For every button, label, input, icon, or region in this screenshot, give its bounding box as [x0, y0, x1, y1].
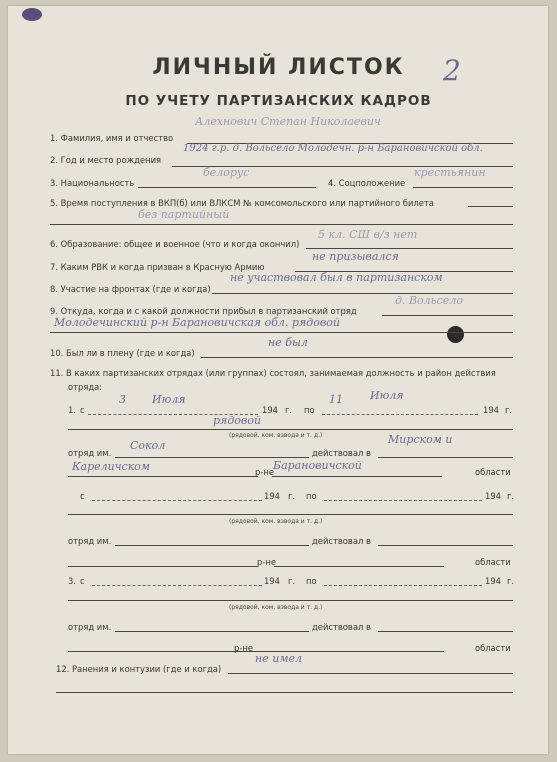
q10-label: 10. Был ли в плену (где и когда): [50, 348, 195, 358]
entry1-position-line: [68, 429, 513, 430]
entry3-region-label: области: [475, 643, 511, 653]
q4-label: 4. Соцположение: [328, 178, 406, 188]
q8-label: 8. Участие на фронтах (где и когда): [50, 284, 211, 294]
entry2-year: 194: [264, 491, 280, 501]
form-subtitle: ПО УЧЕТУ ПАРТИЗАНСКИХ КАДРОВ: [125, 93, 432, 109]
q2-answer: 1924 г.р. д. Вольсело Молодечн. р-н Барановичской обл.: [183, 143, 483, 154]
q7-answer: не призывался: [312, 250, 399, 263]
q6-answer: 5 кл. СШ в/з нет: [318, 228, 418, 241]
entry2-region-label: области: [475, 557, 511, 567]
q12-label: 12. Ранения и контузии (где и когда): [56, 664, 222, 674]
entry1-to: по: [304, 405, 315, 415]
entry3-from: с: [80, 576, 85, 586]
entry1-year: 194: [262, 405, 278, 415]
entry3-number: 3.: [68, 576, 76, 586]
entry2-from: с: [80, 491, 85, 501]
entry3-position-hint: (рядовой, ком. взвода и т. д.): [229, 604, 323, 611]
q5-line-b: [50, 224, 513, 225]
entry1-district-line: [272, 476, 442, 477]
q5-label: 5. Время поступления в ВКП(б) или ВЛКСМ № комсомольского или партийного билета: [50, 198, 434, 208]
entry2-operated-line: [378, 545, 513, 546]
entry1-to-line: [322, 414, 478, 415]
q5-line-a: [468, 206, 513, 207]
entry2-to: по: [306, 491, 317, 501]
entry1-year-suffix: г.: [285, 405, 293, 415]
entry1-district-label: р-не: [255, 467, 274, 477]
entry2-unit-line: [115, 545, 309, 546]
q12-line-b: [56, 692, 513, 693]
entry1-day: 3: [119, 393, 126, 406]
entry1-unit-line: [115, 457, 309, 458]
entry2-to-line: [324, 500, 482, 501]
entry2-area-line: [68, 566, 258, 567]
q5-answer: без партийный: [138, 208, 230, 221]
entry1-position-hint: (рядовой, ком. взвода и т. д.): [229, 432, 323, 439]
q9-line-b: [50, 332, 513, 333]
entry3-position-line: [68, 600, 513, 601]
entry2-year-suffix: г.: [288, 491, 296, 501]
form-title: ЛИЧНЫЙ ЛИСТОК: [152, 55, 405, 80]
entry3-year-suffix: г.: [288, 576, 296, 586]
entry1-area1: Мирском и: [388, 433, 453, 446]
entry3-year2: 194: [485, 576, 501, 586]
entry2-year2: 194: [485, 491, 501, 501]
q10-answer: не был: [268, 336, 308, 349]
entry1-area-line: [68, 476, 258, 477]
entry3-to-line: [324, 585, 482, 586]
entry2-position-line: [68, 514, 513, 515]
entry1-operated-line: [378, 457, 513, 458]
entry1-year2-suffix: г.: [505, 405, 513, 415]
q8-answer: не участвовал был в партизанском: [230, 271, 443, 284]
entry1-position: рядовой: [213, 414, 262, 427]
entry1-month2: Июля: [370, 389, 404, 402]
q3-line: [138, 187, 316, 188]
entry1-region-label: области: [475, 467, 511, 477]
entry1-year2: 194: [483, 405, 499, 415]
q9-answer-a: д. Вольсело: [395, 294, 463, 307]
q1-label: 1. Фамилия, имя и отчество: [50, 133, 174, 143]
q12-answer: не имел: [255, 652, 302, 665]
entry3-to: по: [306, 576, 317, 586]
q7-label: 7. Каким РВК и когда призван в Красную Армию: [50, 262, 265, 272]
entry1-unit: Сокол: [130, 439, 166, 452]
entry3-year: 194: [264, 576, 280, 586]
entry1-unit-label: отряд им.: [68, 448, 112, 458]
entry3-year2-suffix: г.: [507, 576, 515, 586]
q1-answer: Алехнович Степан Николаевич: [195, 115, 381, 128]
punch-hole: [447, 326, 464, 343]
entry3-unit-label: отряд им.: [68, 622, 112, 632]
entry1-operated-label: действовал в: [312, 448, 371, 458]
entry1-number: 1.: [68, 405, 76, 415]
q6-line: [306, 248, 513, 249]
q3-answer: белорус: [203, 166, 250, 179]
entry2-year2-suffix: г.: [507, 491, 515, 501]
q11-label-cont: отряда:: [68, 382, 103, 392]
ink-stain: [22, 8, 42, 21]
q4-answer: крестьянин: [414, 166, 486, 179]
entry3-unit-line: [115, 631, 309, 632]
entry1-day2: 11: [329, 393, 343, 406]
entry2-unit-label: отряд им.: [68, 536, 112, 546]
entry2-operated-label: действовал в: [312, 536, 371, 546]
q9-line-a: [382, 315, 513, 316]
q8-line: [212, 293, 513, 294]
q12-line: [228, 673, 513, 674]
q2-label: 2. Год и место рождения: [50, 155, 162, 165]
entry2-district-label: р-не: [257, 557, 276, 567]
entry2-district-line: [274, 566, 444, 567]
page-number: 2: [443, 54, 461, 87]
entry3-area-line: [68, 651, 258, 652]
q11-label: 11. В каких партизанских отрядах (или группах) состоял, занимаемая должность и район действия: [50, 368, 496, 378]
q10-line: [201, 357, 513, 358]
entry3-operated-label: действовал в: [312, 622, 371, 632]
q9-answer-b: Молодечинский р-н Барановичская обл. рядовой: [54, 316, 340, 329]
entry1-from: с: [80, 405, 85, 415]
entry3-district-label: р-не: [234, 643, 253, 653]
q9-label: 9. Откуда, когда и с какой должности прибыл в партизанский отряд: [50, 306, 357, 316]
entry2-from-line: [92, 500, 262, 501]
entry1-district: Барановичской: [273, 459, 362, 472]
q4-line: [413, 187, 513, 188]
entry2-position-hint: (рядовой, ком. взвода и т. д.): [229, 518, 323, 525]
entry1-area2: Кареличском: [72, 460, 151, 473]
entry1-month: Июля: [152, 393, 186, 406]
entry3-from-line: [92, 585, 262, 586]
q3-label: 3. Национальность: [50, 178, 135, 188]
q6-label: 6. Образование: общее и военное (что и когда окончил): [50, 239, 300, 249]
entry3-operated-line: [378, 631, 513, 632]
